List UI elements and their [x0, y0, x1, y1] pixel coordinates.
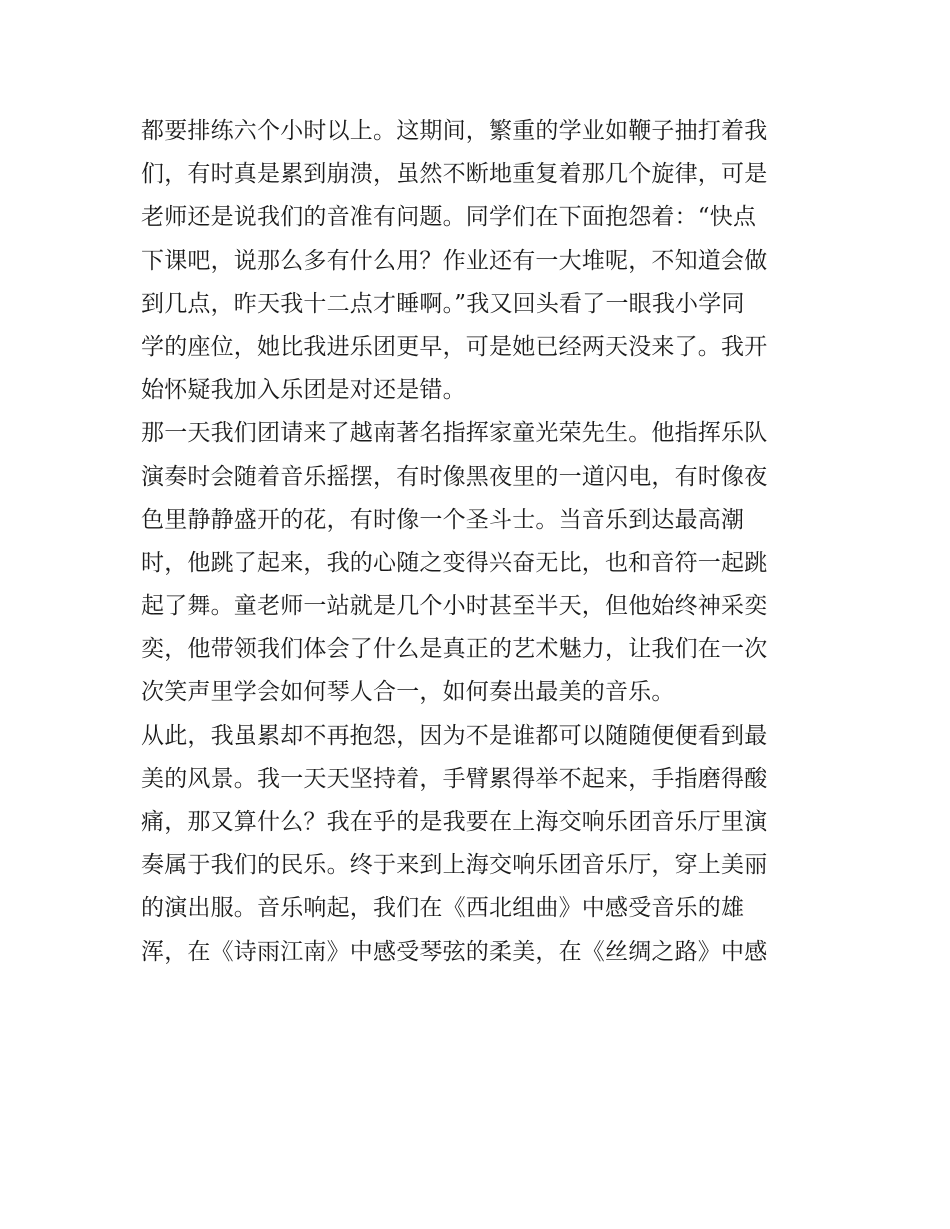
text-line: 那一天我们团请来了越南著名指挥家童光荣先生。他指挥乐队 [141, 420, 768, 447]
text-line: 起了舞。童老师一站就是几个小时甚至半天，但他始终神采奕 [141, 593, 768, 620]
text-line: 们，有时真是累到崩溃，虽然不断地重复着那几个旋律，可是 [141, 161, 768, 188]
text-line: 时，他跳了起来，我的心随之变得兴奋无比，也和音符一起跳 [141, 549, 768, 576]
text-line: 色里静静盛开的花，有时像一个圣斗士。当音乐到达最高潮 [141, 506, 745, 533]
text-line: 从此，我虽累却不再抱怨，因为不是谁都可以随随便便看到最 [141, 722, 768, 749]
text-line: 的演出服。音乐响起，我们在《西北组曲》中感受音乐的雄 [141, 895, 745, 922]
text-line: 次笑声里学会如何琴人合一，如何奏出最美的音乐。 [141, 679, 675, 706]
text-line: 奕，他带领我们体会了什么是真正的艺术魅力，让我们在一次 [141, 636, 768, 663]
body-text [141, 110, 831, 974]
text-line: 下课吧，说那么多有什么用？作业还有一大堆呢，不知道会做 [141, 247, 768, 274]
text-line: 都要排练六个小时以上。这期间，繁重的学业如鞭子抽打着我 [141, 118, 768, 144]
text-line: 痛，那又算什么？我在乎的是我要在上海交响乐团音乐厅里演 [141, 809, 768, 835]
text-line: 浑，在《诗雨江南》中感受琴弦的柔美，在《丝绸之路》中感 [141, 938, 768, 965]
text-line: 到几点，昨天我十二点才睡啊。”我又回头看了一眼我小学同 [141, 290, 745, 317]
text-line: 奏属于我们的民乐。终于来到上海交响乐团音乐厅，穿上美丽 [141, 852, 768, 879]
text-line: 美的风景。我一天天坚持着，手臂累得举不起来，手指磨得酸 [141, 765, 768, 792]
text-line: 老师还是说我们的音准有问题。同学们在下面抱怨着：“快点 [141, 204, 757, 231]
text-line: 学的座位，她比我进乐团更早，可是她已经两天没来了。我开 [141, 333, 768, 360]
text-line: 演奏时会随着音乐摇摆，有时像黑夜里的一道闪电，有时像夜 [141, 463, 768, 490]
text-line: 始怀疑我加入乐团是对还是错。 [141, 377, 466, 404]
